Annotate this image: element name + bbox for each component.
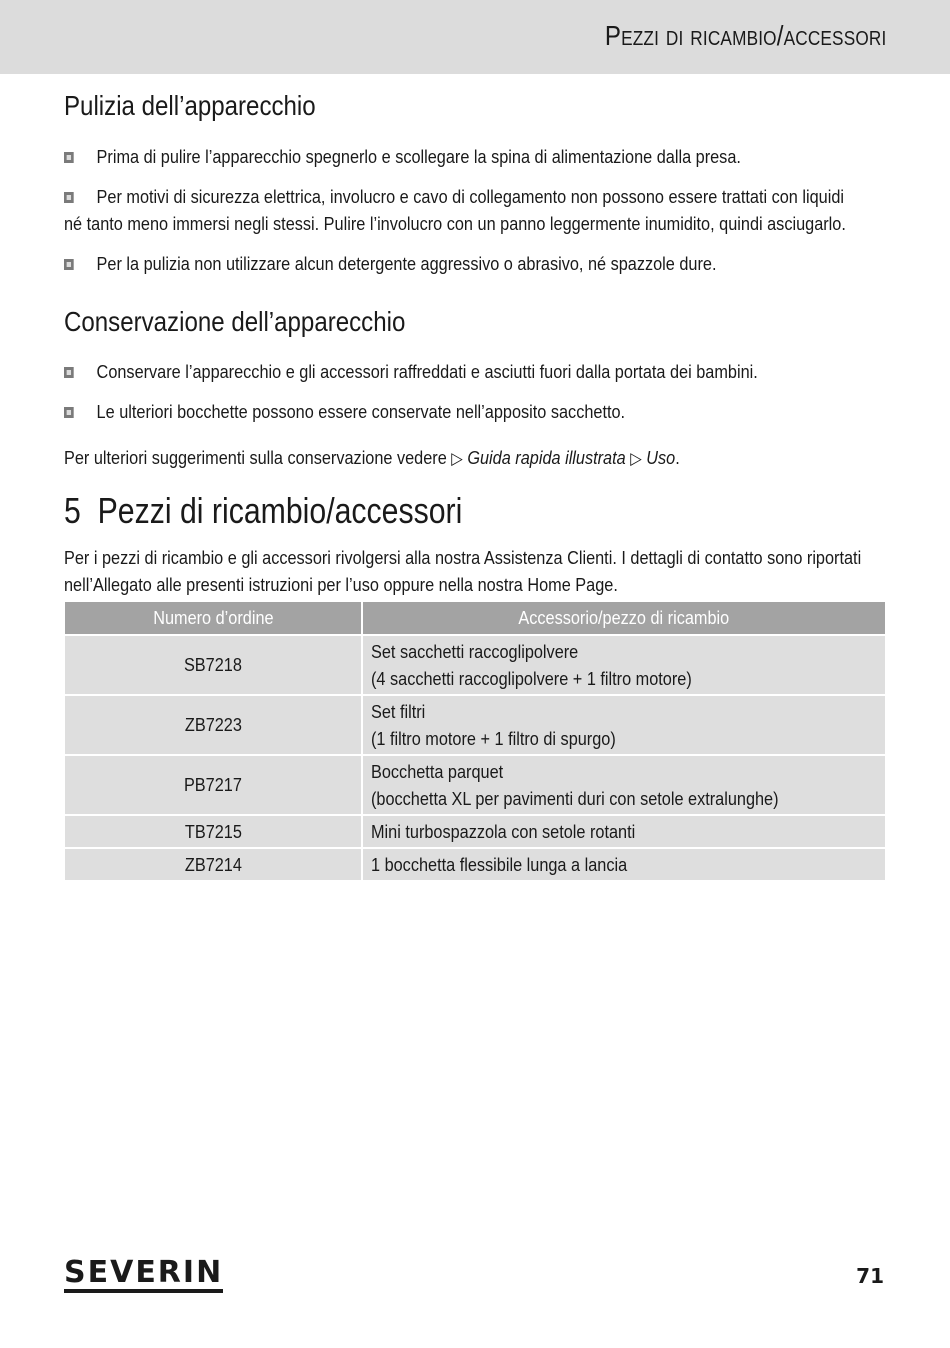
chapter-heading bbox=[64, 490, 462, 532]
accessory-cell: Bocchetta parquet (bocchetta XL per pavimenti duri con setole extralunghe) bbox=[362, 755, 885, 815]
storage-note-link-use: Uso bbox=[646, 447, 676, 468]
cleaning-bullet-2-cont-text: né tanto meno immersi negli stessi. Pulire l’involucro con un panno leggermente inumidito, quindi asciugarlo. bbox=[64, 213, 846, 234]
cleaning-bullet-2-cont bbox=[64, 210, 886, 237]
storage-note-prefix: Per ulteriori suggerimenti sulla conservazione vedere bbox=[64, 447, 447, 468]
page-number: 71 bbox=[856, 1264, 884, 1288]
table-header-row bbox=[65, 602, 885, 635]
chapter-intro bbox=[64, 544, 886, 598]
storage-bullet-2 bbox=[64, 398, 886, 425]
arrow-right-icon: ▷ bbox=[630, 449, 642, 468]
cleaning-bullet-2 bbox=[64, 183, 886, 210]
accessory-cell: Set sacchetti raccoglipolvere (4 sacchetti raccoglipolvere + 1 filtro motore) bbox=[362, 635, 885, 695]
bullet-square-icon bbox=[64, 192, 74, 203]
chapter-title: Pezzi di ricambio/accessori bbox=[97, 490, 463, 531]
storage-note bbox=[64, 444, 886, 472]
bullet-square-icon bbox=[64, 152, 74, 163]
storage-heading: Conservazione dell’apparecchio bbox=[64, 306, 406, 337]
order-number-cell: PB7217 bbox=[65, 755, 362, 815]
order-number-cell: SB7218 bbox=[65, 635, 362, 695]
chapter-intro-line-1: Per i pezzi di ricambio e gli accessori rivolgersi alla nostra Assistenza Clienti. I dettagli di contatto sono riportati bbox=[64, 547, 862, 568]
accessory-cell: Set filtri (1 filtro motore + 1 filtro di spurgo) bbox=[362, 695, 885, 755]
bullet-square-icon bbox=[64, 367, 74, 378]
cleaning-bullet-3-text: Per la pulizia non utilizzare alcun detergente aggressivo o abrasivo, né spazzole dure. bbox=[96, 253, 717, 274]
chapter-number: 5 bbox=[64, 490, 81, 531]
arrow-right-icon: ▷ bbox=[451, 449, 463, 468]
running-header-title: Pezzi di ricambio/accessori bbox=[604, 20, 886, 51]
table-row bbox=[65, 755, 885, 815]
cleaning-bullet-1-text: Prima di pulire l’apparecchio spegnerlo e scollegare la spina di alimentazione dalla presa. bbox=[96, 146, 741, 167]
storage-bullet-2-text: Le ulteriori bocchette possono essere conservate nell’apposito sacchetto. bbox=[96, 401, 626, 422]
bullet-square-icon bbox=[64, 407, 74, 418]
storage-bullet-1-text: Conservare l’apparecchio e gli accessori raffreddati e asciutti fuori dalla portata dei bambini. bbox=[96, 361, 758, 382]
order-number-cell: ZB7223 bbox=[65, 695, 362, 755]
order-number-cell: ZB7214 bbox=[65, 848, 362, 880]
cleaning-bullet-2-text: Per motivi di sicurezza elettrica, involucro e cavo di collegamento non possono essere trattati con liquidi bbox=[96, 186, 845, 207]
table-row bbox=[65, 848, 885, 880]
cleaning-heading: Pulizia dell’apparecchio bbox=[64, 90, 316, 121]
accessory-cell: 1 bocchetta flessibile lunga a lancia bbox=[362, 848, 885, 880]
cleaning-bullet-1 bbox=[64, 143, 886, 170]
order-number-cell: TB7215 bbox=[65, 815, 362, 848]
storage-note-link-guide: Guida rapida illustrata bbox=[467, 447, 626, 468]
accessory-cell: Mini turbospazzola con setole rotanti bbox=[362, 815, 885, 848]
header-band bbox=[0, 0, 950, 74]
bullet-square-icon bbox=[64, 259, 74, 270]
table-row bbox=[65, 635, 885, 695]
table-row bbox=[65, 815, 885, 848]
chapter-intro-line-2: nell’Allegato alle presenti istruzioni per l’uso oppure nella nostra Home Page. bbox=[64, 574, 618, 595]
table-row bbox=[65, 695, 885, 755]
parts-table bbox=[65, 602, 885, 880]
severin-logo: SEVERIN bbox=[64, 1258, 223, 1293]
storage-note-suffix: . bbox=[675, 447, 680, 468]
cleaning-bullet-3 bbox=[64, 250, 886, 277]
storage-bullet-1 bbox=[64, 358, 886, 385]
column-header-order-number: Numero d’ordine bbox=[65, 602, 362, 635]
column-header-accessory: Accessorio/pezzo di ricambio bbox=[362, 602, 885, 635]
